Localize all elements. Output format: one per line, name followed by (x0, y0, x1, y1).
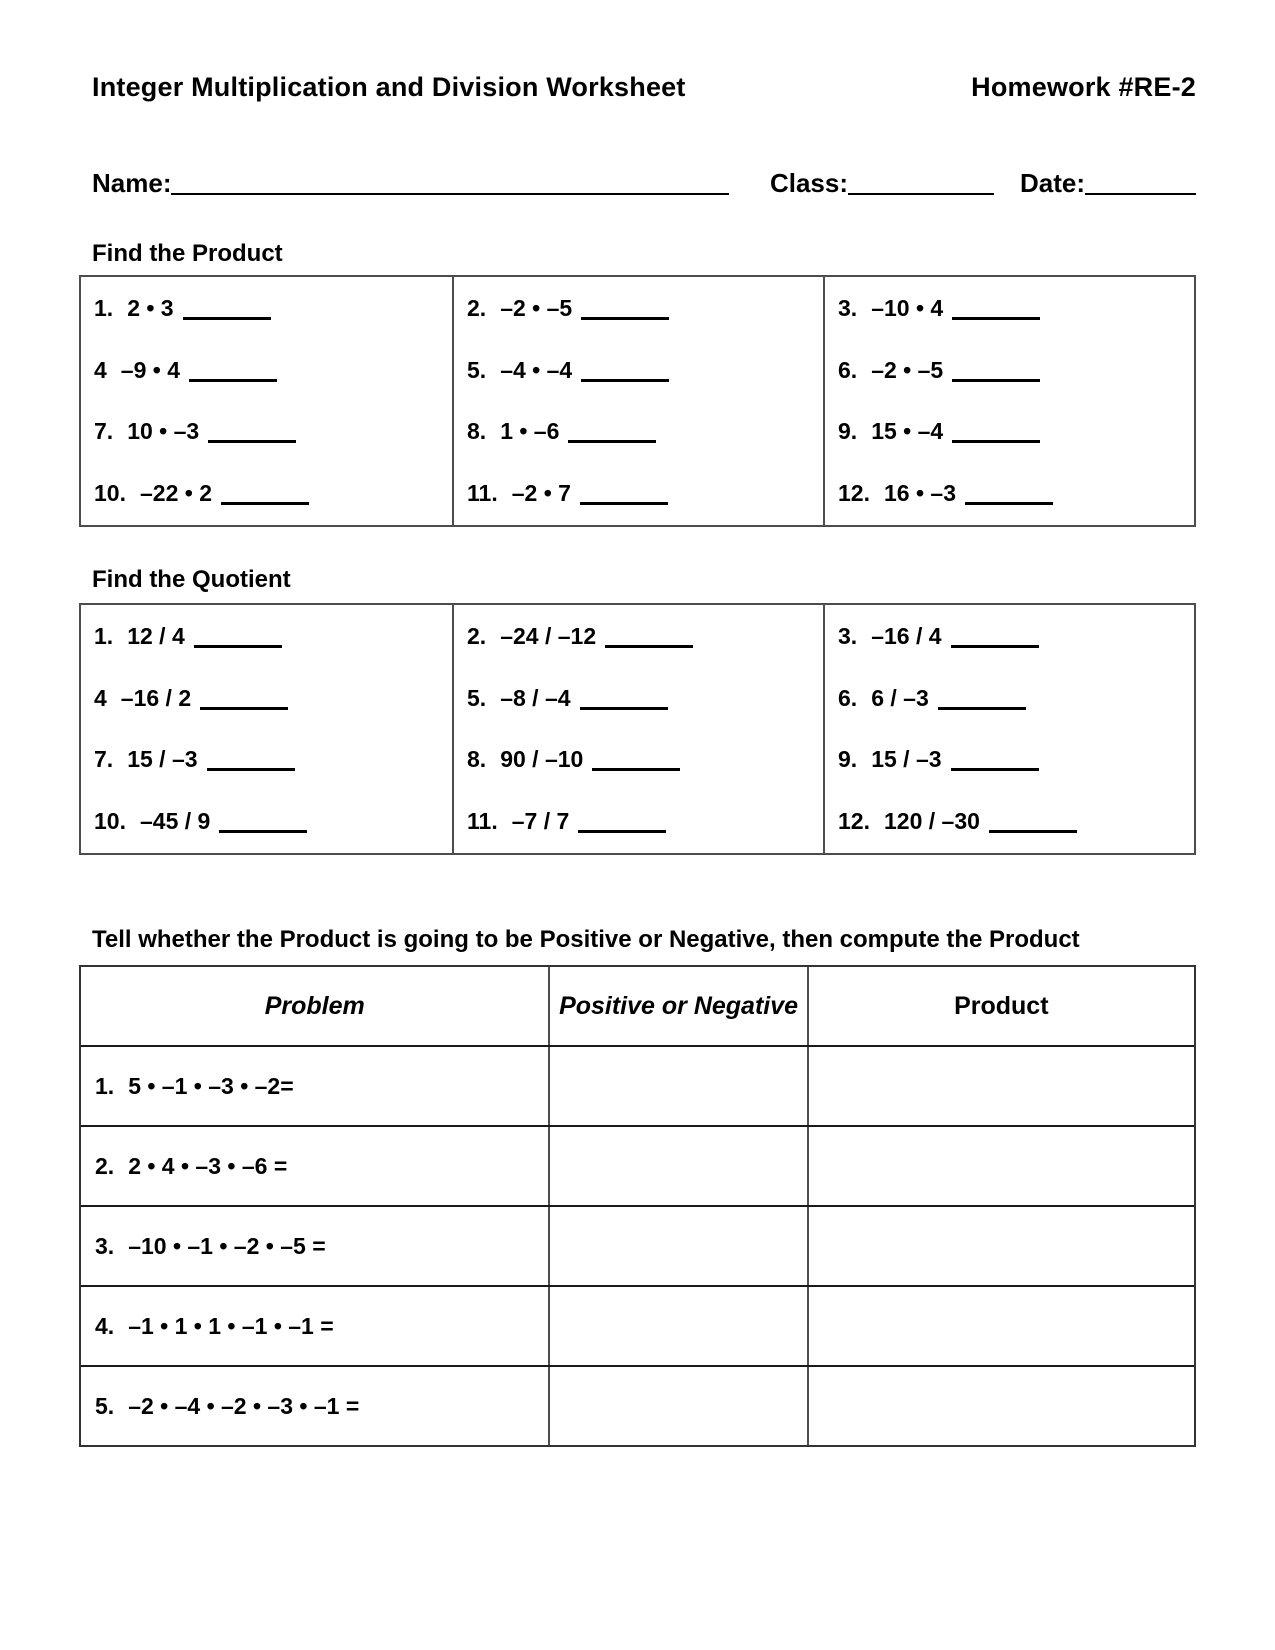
answer-blank (965, 502, 1053, 505)
problem-expression: –2 • –5 (871, 356, 944, 383)
product-section-heading: Find the Product (92, 240, 283, 267)
product-column-1 (81, 277, 452, 525)
problem-number: 5. (467, 684, 487, 711)
answer-blank (952, 317, 1040, 320)
problem-number: 9. (838, 418, 858, 445)
problem-number: 8. (467, 746, 487, 773)
answer-blank (952, 440, 1040, 443)
table-row (81, 1125, 1194, 1205)
problem-number: 7. (94, 418, 114, 445)
problem-item (825, 401, 1194, 463)
problem-item (454, 278, 823, 340)
class-label: Class: (769, 168, 848, 198)
problem-number: 1. (94, 295, 114, 322)
problem-number: 12. (838, 807, 870, 834)
answer-blank (580, 502, 668, 505)
compute-section-heading: Tell whether the Product is going to be Positive or Negative, then compute the Product (92, 926, 1080, 953)
product-answer-cell (807, 1207, 1194, 1285)
answer-blank (194, 645, 282, 648)
product-column-2 (452, 277, 823, 525)
answer-blank (951, 645, 1039, 648)
problem-number: 11. (467, 479, 498, 506)
problem-expression: –16 / 2 (120, 684, 192, 711)
answer-blank (581, 317, 669, 320)
product-answer-cell (807, 1127, 1194, 1205)
answer-blank (189, 379, 277, 382)
problem-cell (81, 1047, 548, 1125)
problem-expression: 16 • –3 (883, 479, 956, 506)
problem-expression: –10 • –1 • –2 • –5 = (128, 1232, 326, 1259)
answer-blank (207, 768, 295, 771)
answer-blank (952, 379, 1040, 382)
problem-item (825, 729, 1194, 791)
answer-blank (568, 440, 656, 443)
homework-label: Homework #RE-2 (971, 72, 1196, 102)
answer-blank (605, 645, 693, 648)
problem-cell (81, 1127, 548, 1205)
sign-answer-cell (548, 1287, 806, 1365)
problem-item (454, 463, 823, 525)
problem-expression: –2 • –5 (500, 295, 573, 322)
problem-expression: 15 • –4 (871, 418, 944, 445)
quotient-section-heading: Find the Quotient (92, 566, 291, 593)
product-answer-cell (807, 1367, 1194, 1445)
problem-expression: 2 • 4 • –3 • –6 = (128, 1152, 288, 1179)
table-row (81, 1285, 1194, 1365)
quotient-table (79, 603, 1196, 855)
product-answer-cell (807, 1047, 1194, 1125)
answer-blank (221, 502, 309, 505)
problem-cell (81, 1287, 548, 1365)
sign-answer-cell (548, 1127, 806, 1205)
problem-number: 10. (94, 479, 126, 506)
answer-blank (578, 830, 666, 833)
problem-item (81, 668, 452, 730)
problem-number: 3. (838, 295, 858, 322)
problem-item (454, 791, 823, 853)
problem-expression: 10 • –3 (127, 418, 200, 445)
product-answer-cell (807, 1287, 1194, 1365)
problem-item (454, 668, 823, 730)
product-column-3 (823, 277, 1194, 525)
answer-blank (183, 317, 271, 320)
name-blank-line (171, 193, 728, 195)
problem-expression: –4 • –4 (500, 356, 573, 383)
product-table (79, 275, 1196, 527)
problem-item (454, 606, 823, 668)
problem-number: 1. (94, 623, 114, 650)
problem-expression: –9 • 4 (120, 356, 181, 383)
header-row (92, 72, 1196, 103)
problem-expression: 15 / –3 (127, 746, 198, 773)
column-header-problem: Problem (264, 991, 365, 1020)
problem-expression: 1 • –6 (500, 418, 560, 445)
problem-number: 2. (95, 1152, 115, 1179)
answer-blank (580, 707, 668, 710)
problem-expression: 15 / –3 (871, 746, 942, 773)
problem-item (825, 463, 1194, 525)
answer-blank (951, 768, 1039, 771)
page-title: Integer Multiplication and Division Worksheet (92, 72, 686, 102)
class-blank-line (848, 193, 994, 195)
problem-item (81, 791, 452, 853)
answer-blank (938, 707, 1026, 710)
answer-blank (208, 440, 296, 443)
problem-number: 5. (95, 1392, 115, 1419)
problem-item (825, 340, 1194, 402)
problem-expression: 6 / –3 (871, 684, 929, 711)
problem-item (81, 340, 452, 402)
column-header-product: Product (807, 967, 1194, 1045)
table-row (81, 1365, 1194, 1445)
problem-expression: –22 • 2 (139, 479, 212, 506)
answer-blank (989, 830, 1077, 833)
quotient-column-1 (81, 605, 452, 853)
problem-number: 12. (838, 479, 870, 506)
problem-item (81, 401, 452, 463)
problem-cell (81, 1367, 548, 1445)
problem-expression: –2 • 7 (511, 479, 571, 506)
problem-cell (81, 1207, 548, 1285)
problem-expression: –45 / 9 (139, 807, 211, 834)
column-header-positive-or-negative: Positive or Negative (548, 967, 806, 1045)
table-row (81, 1205, 1194, 1285)
quotient-column-3 (823, 605, 1194, 853)
problem-expression: 12 / 4 (127, 623, 185, 650)
problem-number: 10. (94, 807, 126, 834)
problem-number: 11. (467, 807, 498, 834)
problem-item (81, 606, 452, 668)
compute-table-header-row (81, 967, 1194, 1045)
answer-blank (200, 707, 288, 710)
problem-item (454, 729, 823, 791)
answer-blank (219, 830, 307, 833)
problem-number: 6. (838, 684, 858, 711)
problem-expression: 120 / –30 (883, 807, 980, 834)
problem-number: 2. (467, 623, 487, 650)
problem-number: 3. (838, 623, 858, 650)
problem-expression: –2 • –4 • –2 • –3 • –1 = (128, 1392, 360, 1419)
problem-item (454, 401, 823, 463)
problem-item (81, 729, 452, 791)
problem-item (825, 668, 1194, 730)
problem-expression: –7 / 7 (511, 807, 570, 834)
quotient-column-2 (452, 605, 823, 853)
problem-number: 2. (467, 295, 487, 322)
problem-expression: –8 / –4 (500, 684, 571, 711)
date-label: Date: (1019, 168, 1085, 198)
name-label: Name: (92, 168, 172, 198)
problem-number: 8. (467, 418, 487, 445)
problem-expression: 5 • –1 • –3 • –2= (128, 1072, 294, 1099)
date-blank-line (1085, 193, 1196, 195)
sign-answer-cell (548, 1047, 806, 1125)
problem-number: 9. (838, 746, 858, 773)
answer-blank (592, 768, 680, 771)
info-row (92, 168, 1196, 199)
problem-number: 1. (95, 1072, 115, 1099)
problem-item (81, 278, 452, 340)
problem-item (81, 463, 452, 525)
problem-item (825, 278, 1194, 340)
problem-number: 3. (95, 1232, 115, 1259)
problem-expression: –24 / –12 (500, 623, 597, 650)
problem-item (825, 606, 1194, 668)
problem-item (454, 340, 823, 402)
problem-number: 7. (94, 746, 114, 773)
problem-item (825, 791, 1194, 853)
problem-number: 5. (467, 356, 487, 383)
problem-number: 4 (94, 684, 107, 711)
problem-expression: –16 / 4 (871, 623, 942, 650)
problem-expression: –1 • 1 • 1 • –1 • –1 = (128, 1312, 334, 1339)
problem-number: 4. (95, 1312, 115, 1339)
problem-expression: –10 • 4 (871, 295, 944, 322)
sign-answer-cell (548, 1367, 806, 1445)
answer-blank (581, 379, 669, 382)
problem-expression: 90 / –10 (500, 746, 584, 773)
problem-expression: 2 • 3 (127, 295, 174, 322)
compute-table (79, 965, 1196, 1447)
problem-number: 6. (838, 356, 858, 383)
sign-answer-cell (548, 1207, 806, 1285)
table-row (81, 1045, 1194, 1125)
problem-number: 4 (94, 356, 107, 383)
